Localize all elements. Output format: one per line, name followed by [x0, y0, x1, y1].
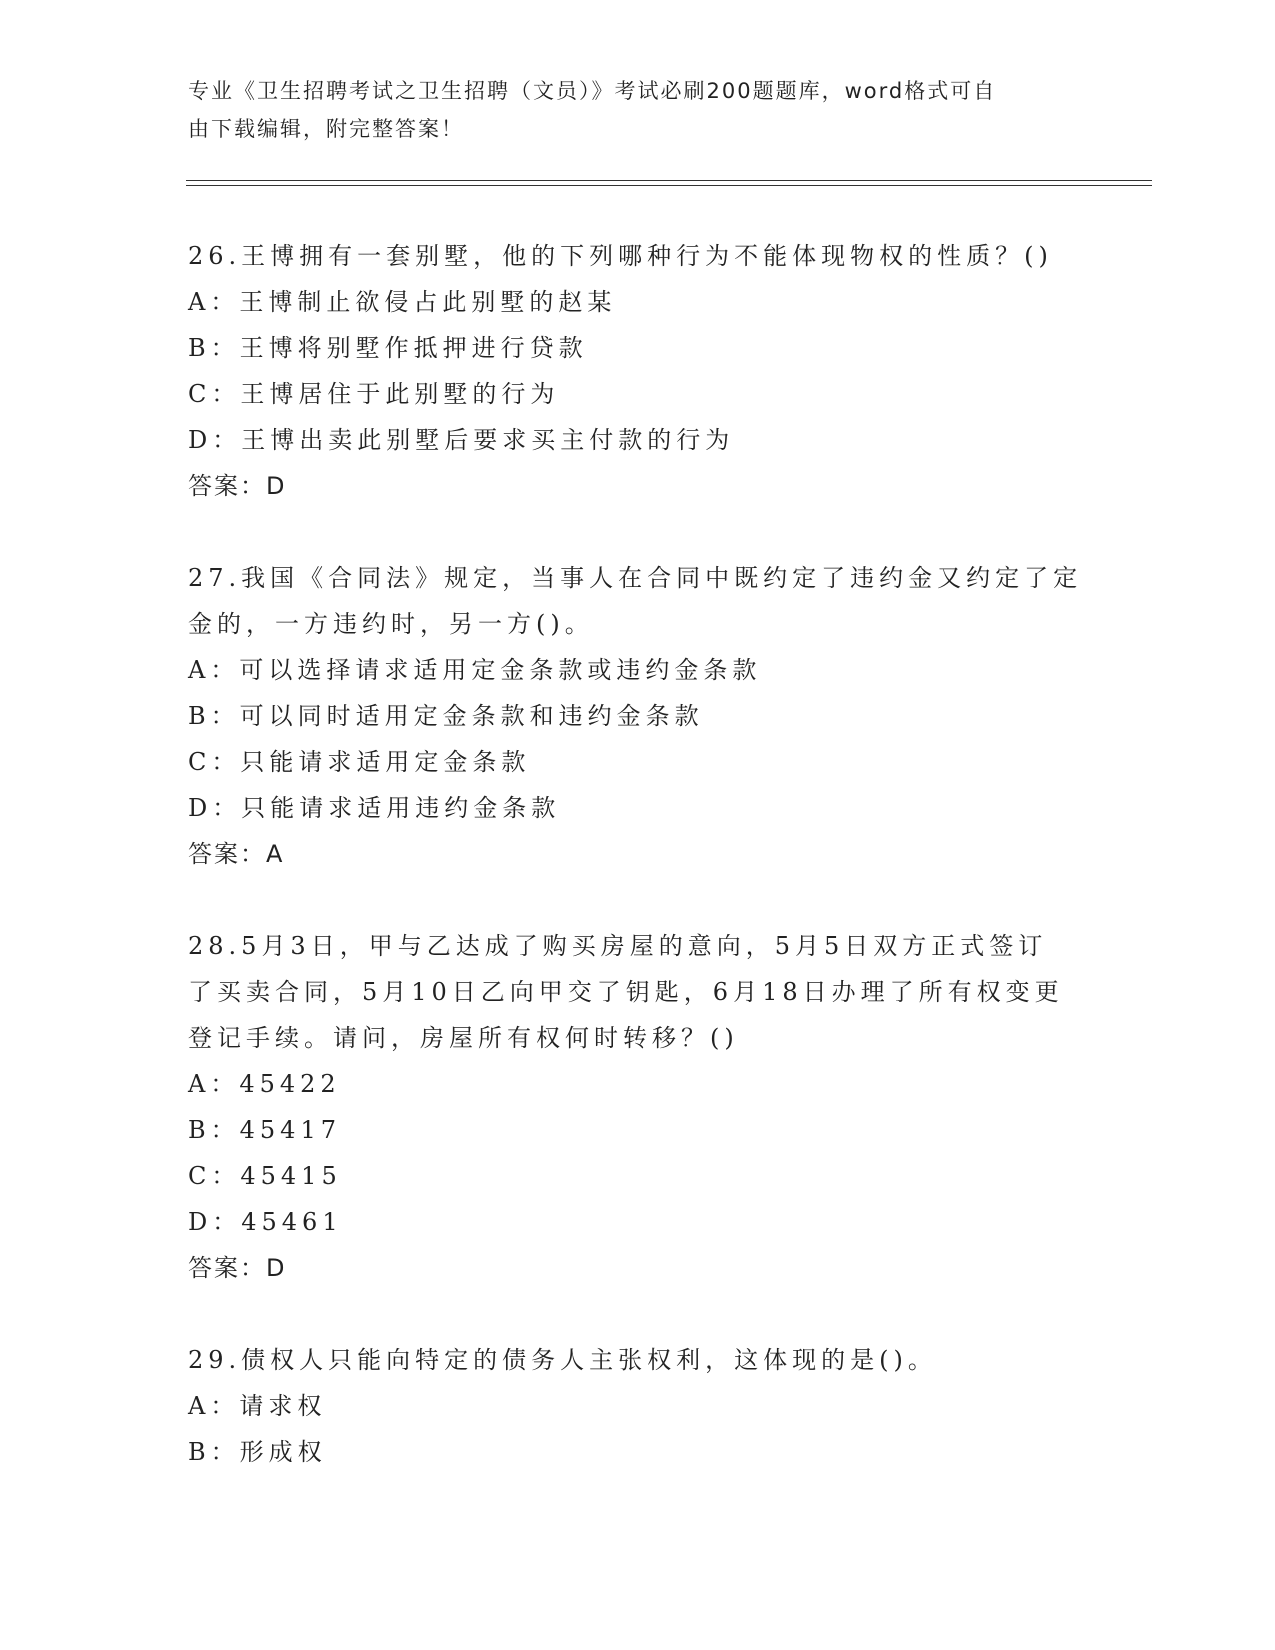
- answer-line: 答案：D: [188, 472, 287, 500]
- answer-line: 答案：A: [188, 840, 285, 868]
- question-stem-line-1: 28.5月3日，甲与乙达成了购买房屋的意向，5月5日双方正式签订: [188, 932, 1048, 960]
- option-b: B：45417: [188, 1116, 341, 1144]
- question-stem-line-2: 了买卖合同，5月10日乙向甲交了钥匙，6月18日办理了所有权变更: [188, 978, 1064, 1006]
- document-header: [188, 72, 1088, 148]
- question-27: [188, 555, 1088, 877]
- header-divider-top: [186, 180, 1152, 181]
- header-line-1: 专业《卫生招聘考试之卫生招聘（文员）》考试必刷200题题库，word格式可自: [188, 79, 997, 103]
- option-a: A：请求权: [188, 1392, 327, 1420]
- question-stem-line-1: 27.我国《合同法》规定，当事人在合同中既约定了违约金又约定了定: [188, 564, 1083, 592]
- option-b: B：可以同时适用定金条款和违约金条款: [188, 702, 704, 730]
- option-c: C：只能请求适用定金条款: [188, 748, 531, 776]
- option-b: B：形成权: [188, 1438, 327, 1466]
- question-26: [188, 233, 1088, 509]
- question-29: [188, 1337, 1088, 1475]
- option-c: C：45415: [188, 1162, 342, 1190]
- option-c: C：王博居住于此别墅的行为: [188, 380, 560, 408]
- question-stem: 26.王博拥有一套别墅，他的下列哪种行为不能体现物权的性质？(): [188, 242, 1053, 270]
- question-stem-line-3: 登记手续。请问，房屋所有权何时转移？(): [188, 1024, 739, 1052]
- option-d: D：只能请求适用违约金条款: [188, 794, 561, 822]
- option-a: A：王博制止欲侵占此别墅的赵某: [188, 288, 617, 316]
- option-b: B：王博将别墅作抵押进行贷款: [188, 334, 588, 362]
- option-a: A：45422: [188, 1070, 341, 1098]
- header-divider-bottom: [186, 185, 1152, 186]
- question-28: [188, 923, 1088, 1291]
- question-stem-line-2: 金的，一方违约时，另一方()。: [188, 610, 594, 638]
- option-a: A：可以选择请求适用定金条款或违约金条款: [188, 656, 762, 684]
- answer-line: 答案：D: [188, 1254, 287, 1282]
- option-d: D：王博出卖此别墅后要求买主付款的行为: [188, 426, 735, 454]
- question-stem: 29.债权人只能向特定的债务人主张权利，这体现的是()。: [188, 1346, 937, 1374]
- question-list: [188, 233, 1088, 1521]
- option-d: D：45461: [188, 1208, 343, 1236]
- header-line-2: 由下载编辑，附完整答案！: [188, 117, 464, 141]
